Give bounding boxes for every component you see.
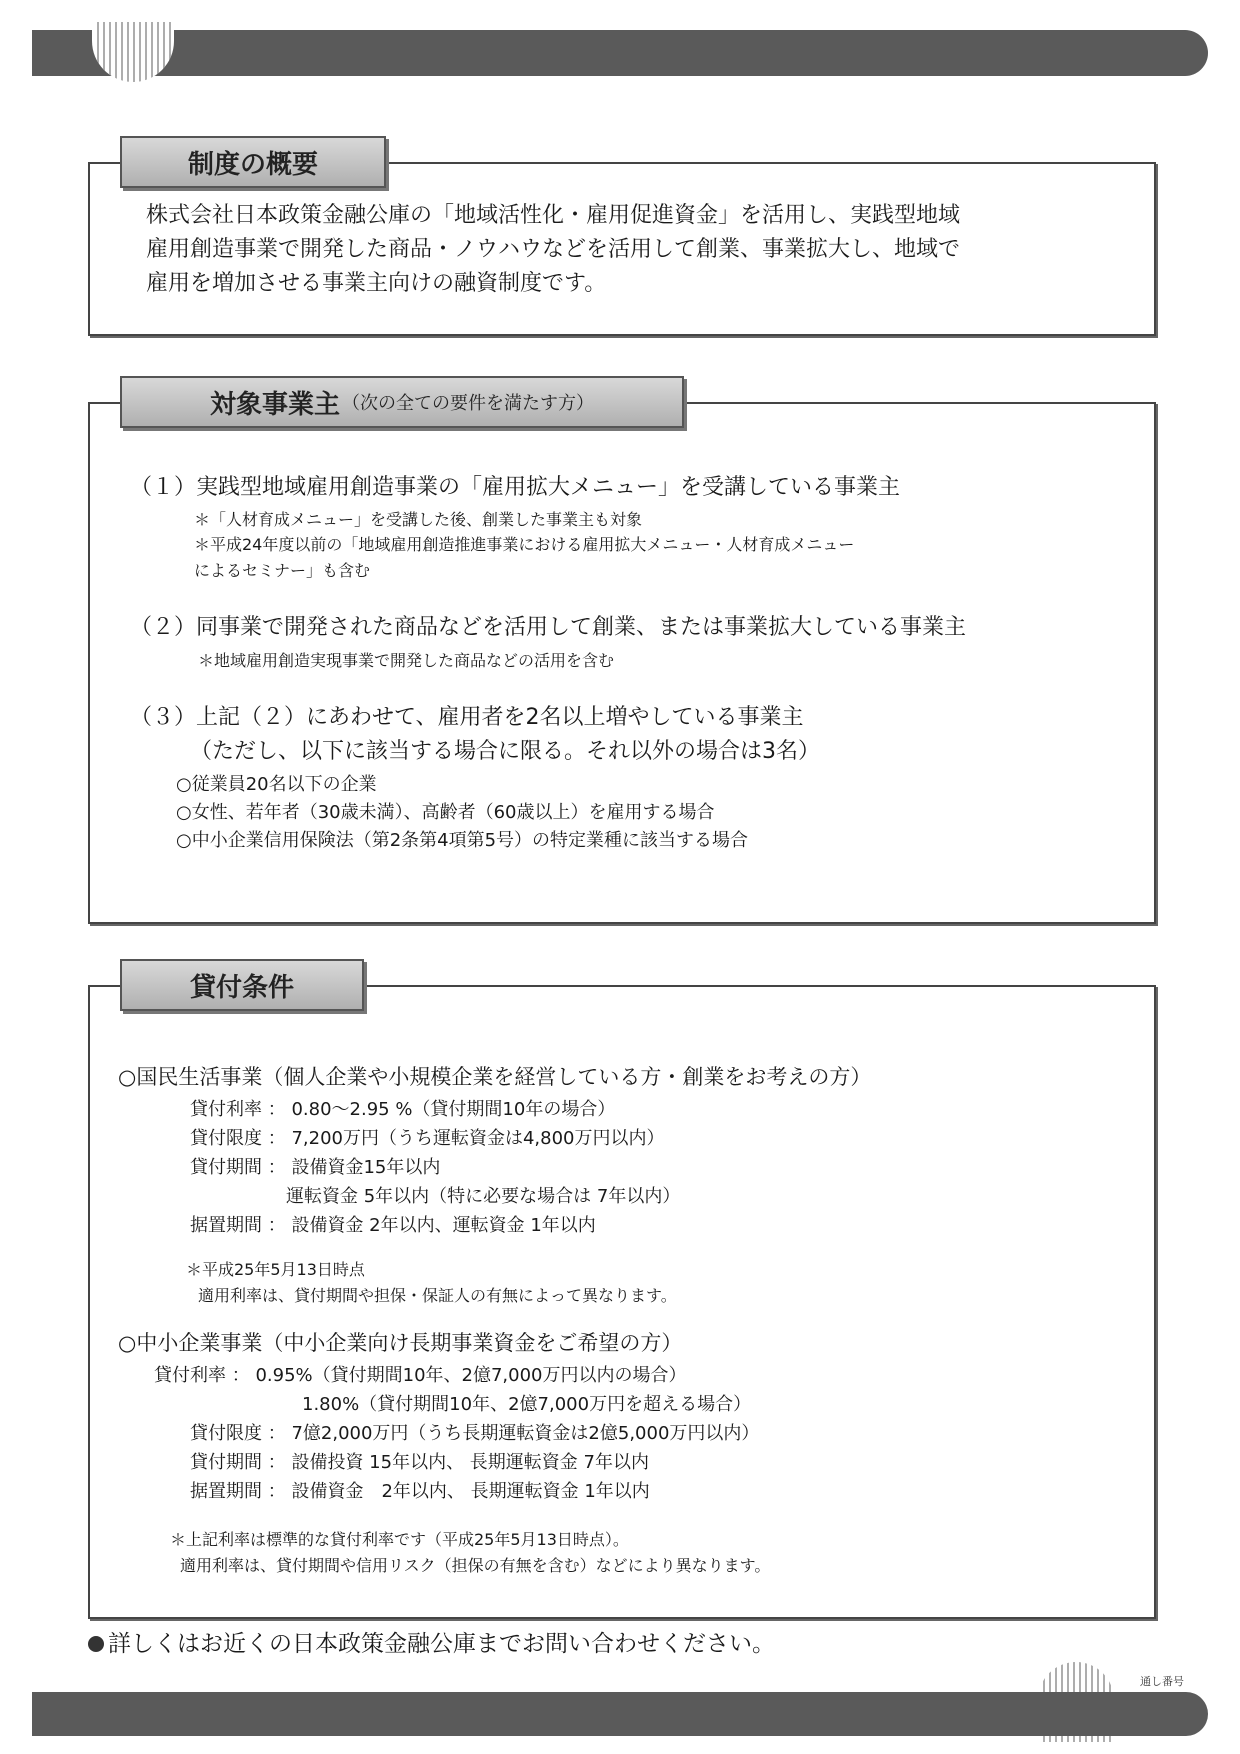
requirement-1-note-3: によるセミナー」も含む bbox=[194, 561, 371, 580]
sme-period: 貸付期間 ： 設備投資 15年以内、 長期運転資金 7年以内 bbox=[190, 1452, 649, 1473]
footer-bar bbox=[32, 1692, 1208, 1736]
requirement-1-note-2: ＊平成24年度以前の「地域雇用創造推進事業における雇用拡大メニュー・人材育成メニュー bbox=[194, 535, 855, 554]
requirement-2: （２）同事業で開発された商品などを活用して創業、または事業拡大している事業主 bbox=[130, 615, 967, 640]
overview-line-3: 雇用を増加させる事業主向けの融資制度です。 bbox=[146, 271, 607, 296]
requirement-1: （１）実践型地域雇用創造事業の「雇用拡大メニュー」を受講している事業主 bbox=[130, 475, 901, 500]
national-life-note-2: 適用利率は、貸付期間や担保・保証人の有無によって異なります。 bbox=[198, 1286, 677, 1305]
sme-note-2: 適用利率は、貸付期間や信用リスク（担保の有無を含む）などにより異なります。 bbox=[180, 1556, 771, 1575]
national-life-period-operating: 運転資金 5年以内（特に必要な場合は 7年以内） bbox=[286, 1186, 681, 1207]
eligibility-title-sub: （次の全ての要件を満たす方） bbox=[342, 393, 594, 414]
national-life-note-1: ＊平成25年5月13日時点 bbox=[186, 1260, 365, 1279]
contact-text: 詳しくはお近くの日本政策金融公庫までお問い合わせください。 bbox=[108, 1631, 775, 1657]
loan-terms-title: 貸付条件 bbox=[189, 972, 294, 1003]
sme-rate-over: 1.80%（貸付期間10年、2億7,000万円を超える場合） bbox=[302, 1394, 752, 1415]
sme-note-1: ＊上記利率は標準的な貸付利率です（平成25年5月13日時点）。 bbox=[170, 1530, 629, 1549]
loan-terms-box bbox=[88, 972, 1156, 1619]
stripe-pattern-icon bbox=[92, 22, 174, 82]
requirement-3: （３）上記（２）にあわせて、雇用者を2名以上増やしている事業主 bbox=[130, 705, 804, 730]
header-stripe-decoration bbox=[92, 22, 174, 82]
overview-line-2: 雇用創造事業で開発した商品・ノウハウなどを活用して創業、事業拡大し、地域で bbox=[146, 237, 961, 262]
bullet-icon bbox=[88, 1636, 104, 1652]
eligibility-box bbox=[88, 389, 1156, 924]
overview-line-1: 株式会社日本政策金融公庫の「地域活性化・雇用促進資金」を活用し、実践型地域 bbox=[146, 203, 961, 228]
sme-rate: 貸付利率 ： 0.95%（貸付期間10年、2億7,000万円以内の場合） bbox=[154, 1365, 687, 1386]
eligibility-title: 対象事業主 bbox=[209, 389, 340, 420]
overview-box bbox=[88, 149, 1156, 336]
requirement-3-condition: （ただし、以下に該当する場合に限る。それ以外の場合は3名） bbox=[190, 739, 820, 764]
national-life-rate: 貸付利率 ： 0.80～2.95 %（貸付期間10年の場合） bbox=[190, 1099, 616, 1120]
requirement-3-case-3: ○中小企業信用保険法（第2条第4項第5号）の特定業種に該当する場合 bbox=[176, 830, 749, 851]
national-life-heading: ○国民生活事業（個人企業や小規模企業を経営している方・創業をお考えの方） bbox=[118, 1065, 872, 1089]
header-bar bbox=[32, 30, 1208, 76]
sme-limit: 貸付限度 ： 7億2,000万円（うち長期運転資金は2億5,000万円以内） bbox=[190, 1423, 760, 1444]
national-life-limit: 貸付限度 ： 7,200万円（うち運転資金は4,800万円以内） bbox=[190, 1128, 665, 1149]
loan-terms-tab bbox=[120, 959, 364, 1011]
requirement-1-note-1: ＊「人材育成メニュー」を受講した後、創業した事業主も対象 bbox=[194, 510, 643, 529]
serial-number-label: 通し番号 bbox=[1140, 1675, 1184, 1688]
national-life-period: 貸付期間 ： 設備資金15年以内 bbox=[190, 1157, 441, 1178]
national-life-grace: 据置期間 ： 設備資金 2年以内、運転資金 1年以内 bbox=[190, 1215, 596, 1236]
requirement-3-case-2: ○女性、若年者（30歳未満）、高齢者（60歳以上）を雇用する場合 bbox=[176, 802, 715, 823]
requirement-2-note: ＊地域雇用創造実現事業で開発した商品などの活用を含む bbox=[198, 651, 615, 670]
overview-tab bbox=[120, 136, 386, 188]
overview-title: 制度の概要 bbox=[187, 149, 318, 180]
eligibility-tab bbox=[120, 376, 684, 428]
sme-heading: ○中小企業事業（中小企業向け長期事業資金をご希望の方） bbox=[118, 1331, 683, 1355]
sme-grace: 据置期間 ： 設備資金 2年以内、 長期運転資金 1年以内 bbox=[190, 1481, 650, 1502]
requirement-3-case-1: ○従業員20名以下の企業 bbox=[176, 774, 377, 795]
contact-note bbox=[88, 1625, 775, 1658]
